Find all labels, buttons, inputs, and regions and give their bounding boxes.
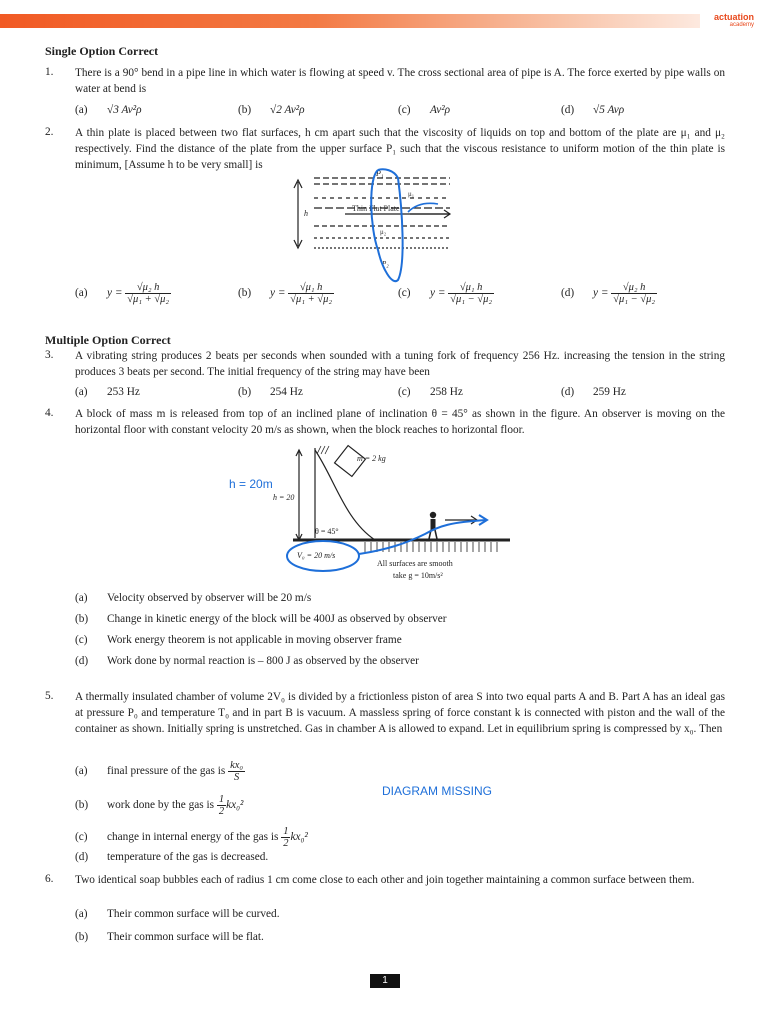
q2-number: 2. [45,126,54,138]
fig-h-label: h = 20 [273,493,295,502]
fig-theta-label: θ = 45° [315,527,339,536]
fig-mu2-label: μ₂ [380,228,387,236]
q3-option-a[interactable]: (a) 253 Hz [75,386,140,398]
fig-note-g: take g = 10m/s² [393,571,443,580]
annotation-stroke [408,203,438,212]
section-title-single: Single Option Correct [45,44,159,58]
q4-option-a[interactable]: (a) Velocity observed by observer will be 20 m/s [75,592,312,604]
q1-option-b[interactable]: (b) √2 Av²ρ [238,104,305,116]
q5-a-fraction: $\frac{\text{kx₀}}{S}$ [230,760,244,783]
page-number: 1 [370,974,400,988]
brand-logo [714,13,754,28]
q3-number: 3. [45,349,54,361]
q1-option-a[interactable]: (a) √3 Av²ρ [75,104,142,116]
q2-b-fraction: $\frac{\text{√μ₁ h}}{\text{√μ₁ + √μ₂}}$ [290,282,332,305]
q4-option-c[interactable]: (c) Work energy theorem is not applicable in moving observer frame [75,634,402,646]
q2-option-c[interactable]: (c) y = $\frac{\text{√μ₁ h}}{\text{√μ₁ − √μ₂}}$ [398,282,492,305]
q2-option-b[interactable]: (b) y = $\frac{\text{√μ₁ h}}{\text{√μ₁ + √μ₂}}$ [238,282,332,305]
fig-plate-label: Thin Flat Plate [352,204,400,213]
viscous-plate-figure [290,168,460,288]
fig-v0-label: V₀ = 20 m/s [297,551,336,560]
fig-mass-label: m = 2 kg [357,454,386,463]
q4-text: A block of mass m is released from top of an inclined plane of inclination θ = 45° as shown in the figure. An observer is moving on the horizontal floor with constant velocity 20 m/s as shown, when the block reaches to horizontal floor. [75,408,725,436]
q5-b-fraction: $\frac{1}{2}$ [218,794,225,817]
q5-option-b[interactable]: (b) work done by the gas is $\frac{1}{2}$ kx₀² [75,794,244,817]
q2-a-fraction: $\frac{\text{√μ₂ h}}{\text{√μ₁ + √μ₂}}$ [127,282,169,305]
diagram-missing-note: DIAGRAM MISSING [382,784,493,798]
q6-text: Two identical soap bubbles each of radius 1 cm come close to each other and join together maintaining a common surface between them. [75,874,695,886]
q6-number: 6. [45,873,54,885]
q4-option-b[interactable]: (b) Change in kinetic energy of the block will be 400J as observed by observer [75,613,447,625]
fig-p2-label: P₂ [382,260,389,268]
fig-note-smooth: All surfaces are smooth [377,559,453,568]
section-title-multiple: Multiple Option Correct [45,333,171,347]
q4-number: 4. [45,407,54,419]
observer-figure [429,512,437,539]
q6-option-a[interactable]: (a) Their common surface will be curved. [75,908,280,920]
q2-option-d[interactable]: (d) y = $\frac{\text{√μ₂ h}}{\text{√μ₁ − √μ₂}}$ [561,282,655,305]
q1-text: There is a 90° bend in a pipe line in which water is flowing at speed v. The cross sectional area of pipe is A. The force exerted by pipe walls on water at bend is [75,67,725,95]
handwritten-h-label: h = 20m [229,477,273,491]
header-accent-bar [0,14,700,28]
q1-option-c[interactable]: (c) Av²ρ [398,104,451,116]
fig-mu1-label: μ₁ [408,190,415,198]
q2-c-fraction: $\frac{\text{√μ₁ h}}{\text{√μ₁ − √μ₂}}$ [450,282,492,305]
q5-option-c[interactable]: (c) change in internal energy of the gas is $\frac{1}{2}$ kx₀² [75,826,308,849]
q6-option-b[interactable]: (b) Their common surface will be flat. [75,931,264,943]
q5-option-a[interactable]: (a) final pressure of the gas is $\frac{\text{kx₀}}{S}$ [75,760,244,783]
q2-option-a[interactable]: (a) y = $\frac{\text{√μ₂ h}}{\text{√μ₁ + √μ₂}}$ [75,282,169,305]
q1-number: 1. [45,66,54,78]
q5-text: A thermally insulated chamber of volume 2V₀ is divided by a frictionless piston of area S into two equal parts A and B. Part A has an ideal gas at pressure P₀ and temperature T₀ and in part B is vacuum. A massless spring of force constant k is connected with piston and the wall of the container as shown. Initially spring is unstretched. Gas in chamber A is allowed to expand. Let in equilibrium spring is compressed by x₀. Then [75,691,725,735]
q5-option-d[interactable]: (d) temperature of the gas is decreased. [75,851,269,863]
q1-option-d[interactable]: (d) √5 Avρ [561,104,625,116]
fig-p1-label: P₁ [376,169,384,178]
q3-option-d[interactable]: (d) 259 Hz [561,386,626,398]
q4-option-d[interactable]: (d) Work done by normal reaction is – 800 J as observed by the observer [75,655,419,667]
fig-h-label: h [304,209,308,218]
incline-figure [225,440,525,588]
q5-number: 5. [45,690,54,702]
brand-sub: academy [729,22,754,28]
q3-option-b[interactable]: (b) 254 Hz [238,386,303,398]
q2-d-fraction: $\frac{\text{√μ₂ h}}{\text{√μ₁ − √μ₂}}$ [613,282,655,305]
q5-c-fraction: $\frac{1}{2}$ [283,826,289,849]
annotation-arrow-line [359,520,487,554]
brand-name: actuation [713,12,754,22]
q3-option-c[interactable]: (c) 258 Hz [398,386,463,398]
q2-text: A thin plate is placed between two flat surfaces, h cm apart such that the viscosity of liquids on top and bottom of the plate are μ₁ and μ₂ respectively. Find the distance of the plate from the upper surface P₁ such that the viscous resistance to uniform motion of the thin plate is minimum, [Assume h to be very small] is [75,127,725,171]
q3-text: A vibrating string produces 2 beats per seconds when sounded with a tuning fork of frequency 256 Hz. increasing the tension in the string produces 3 beats per second. The initial frequency of the string may have been [75,350,725,378]
